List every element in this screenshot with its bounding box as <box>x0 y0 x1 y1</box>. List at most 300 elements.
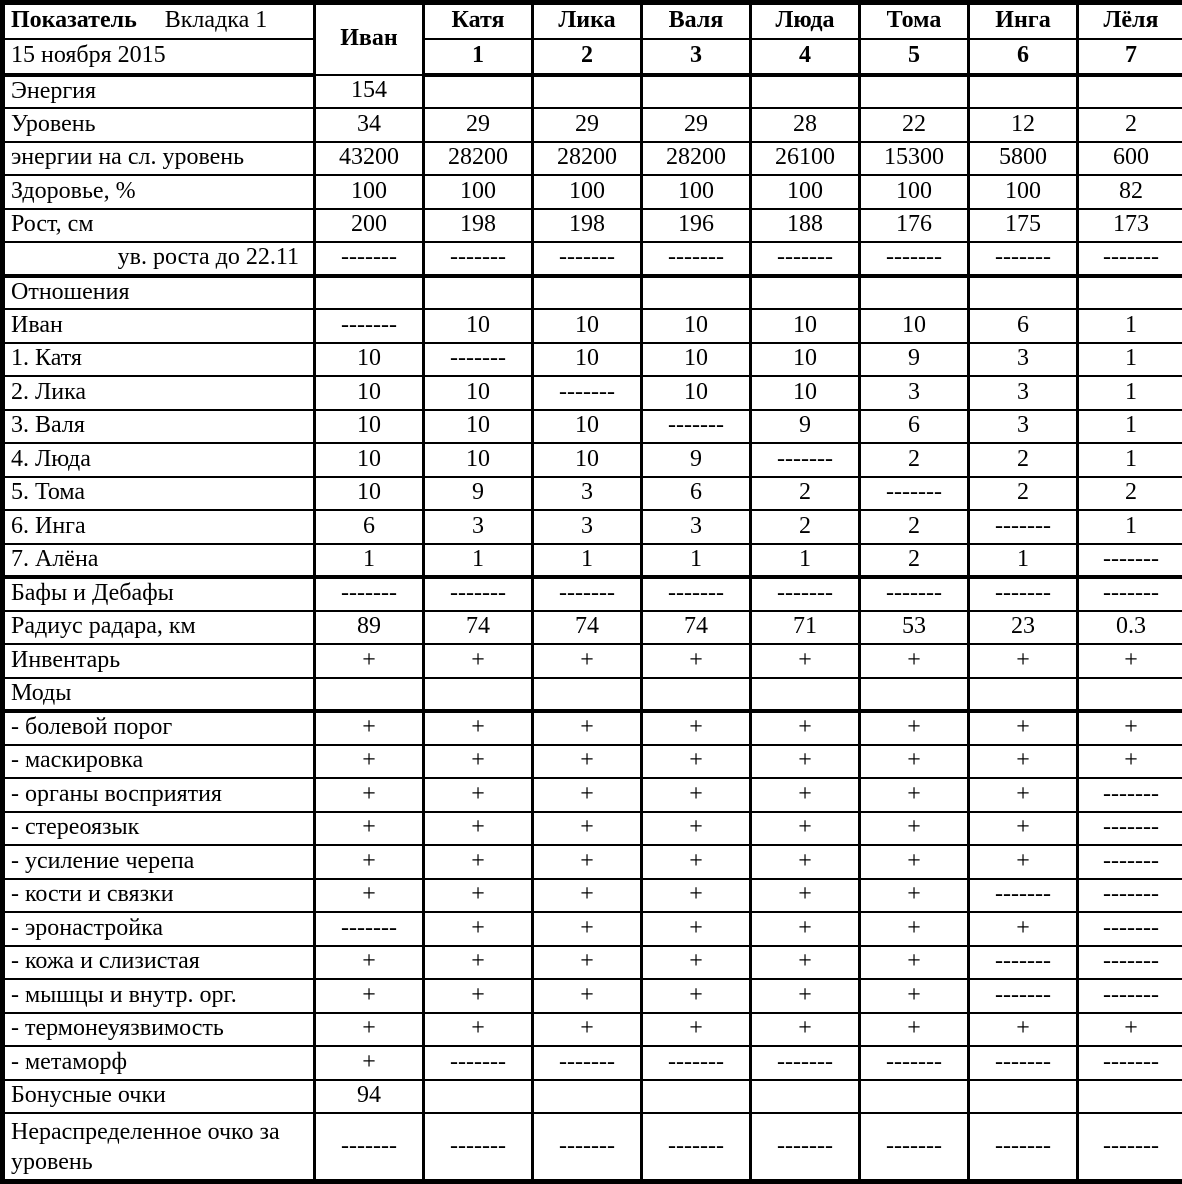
cell-value: + <box>642 745 751 779</box>
row-label: - органы восприятия <box>3 778 315 812</box>
cell-value: 6 <box>860 410 969 444</box>
cell-value: 175 <box>969 209 1078 243</box>
cell-value: 2 <box>860 544 969 578</box>
cell-value: ------- <box>1078 912 1182 946</box>
cell-value: + <box>751 946 860 980</box>
cell-value: 10 <box>424 309 533 343</box>
table-row <box>3 477 1182 511</box>
table-row <box>3 544 1182 578</box>
cell-value: 9 <box>642 443 751 477</box>
column-header-valya: Валя <box>642 3 751 39</box>
cell-value <box>533 678 642 712</box>
cell-value: + <box>315 711 424 745</box>
cell-value: + <box>315 1013 424 1047</box>
cell-value: 3 <box>642 510 751 544</box>
cell-value: + <box>969 912 1078 946</box>
cell-value: 3 <box>533 477 642 511</box>
cell-value: 10 <box>533 410 642 444</box>
cell-value: ------- <box>1078 979 1182 1013</box>
cell-value: + <box>533 912 642 946</box>
cell-value: 10 <box>424 443 533 477</box>
cell-value: 1 <box>1078 309 1182 343</box>
cell-value: 89 <box>315 611 424 645</box>
cell-value: 3 <box>969 410 1078 444</box>
cell-value: 10 <box>315 443 424 477</box>
row-label: Бонусные очки <box>3 1080 315 1114</box>
row-label: - эронастройка <box>3 912 315 946</box>
cell-value: 1 <box>1078 510 1182 544</box>
cell-value <box>315 276 424 310</box>
cell-value: + <box>751 879 860 913</box>
cell-value: ------- <box>424 1046 533 1080</box>
column-number-2: 2 <box>533 39 642 75</box>
cell-value <box>860 678 969 712</box>
cell-value <box>969 1080 1078 1114</box>
cell-value <box>751 75 860 109</box>
cell-value: 198 <box>424 209 533 243</box>
header-row-numbers <box>3 39 1182 75</box>
cell-value <box>315 678 424 712</box>
cell-value: + <box>751 912 860 946</box>
cell-value: ------- <box>969 946 1078 980</box>
row-label: - болевой порог <box>3 711 315 745</box>
row-label: - метаморф <box>3 1046 315 1080</box>
cell-value: + <box>315 778 424 812</box>
cell-value: ------- <box>1078 946 1182 980</box>
column-header-toma: Тома <box>860 3 969 39</box>
cell-value <box>424 276 533 310</box>
cell-value: 2 <box>860 443 969 477</box>
table-row <box>3 410 1182 444</box>
table-row <box>3 376 1182 410</box>
cell-value: + <box>424 912 533 946</box>
column-header-katya: Катя <box>424 3 533 39</box>
cell-value: + <box>533 745 642 779</box>
cell-value: + <box>642 644 751 678</box>
table-row <box>3 678 1182 712</box>
cell-value: + <box>751 745 860 779</box>
cell-value: 1 <box>751 544 860 578</box>
row-label: - кожа и слизистая <box>3 946 315 980</box>
cell-value: ------- <box>1078 1113 1182 1182</box>
cell-value: 100 <box>424 175 533 209</box>
row-label: - стереоязык <box>3 812 315 846</box>
cell-value: ------- <box>1078 1046 1182 1080</box>
column-header-lika: Лика <box>533 3 642 39</box>
cell-value: + <box>969 778 1078 812</box>
cell-value: 10 <box>315 376 424 410</box>
row-label: Здоровье, % <box>3 175 315 209</box>
column-header-lyolya: Лёля <box>1078 3 1182 39</box>
table-body <box>3 75 1182 1182</box>
row-label: Нераспределенное очко за уровень <box>3 1113 315 1182</box>
cell-value: 28200 <box>533 142 642 176</box>
table-header <box>3 3 1182 75</box>
cell-value: 600 <box>1078 142 1182 176</box>
cell-value: ------- <box>969 879 1078 913</box>
cell-value: 100 <box>642 175 751 209</box>
cell-value: 10 <box>315 477 424 511</box>
cell-value <box>751 678 860 712</box>
cell-value: 10 <box>642 376 751 410</box>
table-row <box>3 946 1182 980</box>
cell-value: 9 <box>424 477 533 511</box>
column-header-inga: Инга <box>969 3 1078 39</box>
cell-value: + <box>1078 711 1182 745</box>
cell-value: 1 <box>969 544 1078 578</box>
table-row <box>3 845 1182 879</box>
table-row <box>3 242 1182 276</box>
table-row <box>3 611 1182 645</box>
cell-value: 10 <box>860 309 969 343</box>
cell-value: + <box>533 778 642 812</box>
cell-value: 3 <box>969 343 1078 377</box>
cell-value: + <box>424 979 533 1013</box>
cell-value: ------- <box>533 242 642 276</box>
cell-value: + <box>1078 745 1182 779</box>
cell-value: 28200 <box>424 142 533 176</box>
cell-value: 200 <box>315 209 424 243</box>
cell-value: ------- <box>315 1113 424 1182</box>
cell-value: + <box>533 845 642 879</box>
cell-value: 28200 <box>642 142 751 176</box>
cell-value: + <box>533 812 642 846</box>
cell-value: + <box>424 1013 533 1047</box>
cell-value: + <box>642 1013 751 1047</box>
cell-value <box>860 276 969 310</box>
cell-value: + <box>751 711 860 745</box>
cell-value: + <box>860 946 969 980</box>
cell-value: ------- <box>642 242 751 276</box>
row-label: Инвентарь <box>3 644 315 678</box>
table-row <box>3 1046 1182 1080</box>
cell-value <box>969 276 1078 310</box>
cell-value: 22 <box>860 108 969 142</box>
cell-value: 12 <box>969 108 1078 142</box>
cell-value <box>1078 276 1182 310</box>
cell-value: ------- <box>751 577 860 611</box>
cell-value: + <box>860 745 969 779</box>
cell-value: + <box>860 879 969 913</box>
table-row <box>3 108 1182 142</box>
cell-value: 9 <box>751 410 860 444</box>
cell-value: 10 <box>642 309 751 343</box>
cell-value: 28 <box>751 108 860 142</box>
cell-value: + <box>642 812 751 846</box>
cell-value: + <box>642 879 751 913</box>
cell-value: 100 <box>860 175 969 209</box>
row-label: 6. Инга <box>3 510 315 544</box>
cell-value: 34 <box>315 108 424 142</box>
cell-value: ------- <box>315 242 424 276</box>
cell-value: 10 <box>751 343 860 377</box>
cell-value: 10 <box>424 376 533 410</box>
column-number-6: 6 <box>969 39 1078 75</box>
cell-value <box>424 1080 533 1114</box>
cell-value <box>642 75 751 109</box>
cell-value <box>424 75 533 109</box>
cell-value: + <box>751 644 860 678</box>
cell-value: 196 <box>642 209 751 243</box>
cell-value: 74 <box>642 611 751 645</box>
cell-value: 2 <box>1078 108 1182 142</box>
cell-value: ------- <box>642 1113 751 1182</box>
column-header-ivan: Иван <box>315 3 424 75</box>
cell-value: 3 <box>424 510 533 544</box>
row-label: 4. Люда <box>3 443 315 477</box>
cell-value: ------- <box>424 1113 533 1182</box>
column-number-1: 1 <box>424 39 533 75</box>
cell-value: + <box>1078 644 1182 678</box>
row-label: 3. Валя <box>3 410 315 444</box>
cell-value: 100 <box>751 175 860 209</box>
cell-value: + <box>424 745 533 779</box>
cell-value: + <box>424 879 533 913</box>
cell-value: ------- <box>969 1046 1078 1080</box>
cell-value <box>969 678 1078 712</box>
cell-value: + <box>424 711 533 745</box>
cell-value: ------- <box>969 510 1078 544</box>
cell-value: + <box>860 1013 969 1047</box>
cell-value: ------- <box>969 979 1078 1013</box>
cell-value: 198 <box>533 209 642 243</box>
row-label: - термонеуязвимость <box>3 1013 315 1047</box>
cell-value: ------- <box>424 343 533 377</box>
table-row <box>3 175 1182 209</box>
cell-value: + <box>315 745 424 779</box>
cell-value: 9 <box>860 343 969 377</box>
cell-value: 74 <box>424 611 533 645</box>
cell-value: ------- <box>315 912 424 946</box>
cell-value: 82 <box>1078 175 1182 209</box>
table-row <box>3 309 1182 343</box>
cell-value: + <box>315 845 424 879</box>
row-label: ув. роста до 22.11 <box>3 242 315 276</box>
cell-value: + <box>424 845 533 879</box>
cell-value: + <box>969 845 1078 879</box>
cell-value: 1 <box>1078 376 1182 410</box>
cell-value: ------- <box>751 443 860 477</box>
cell-value: + <box>424 644 533 678</box>
corner-title-cell <box>3 3 315 39</box>
row-label: - кости и связки <box>3 879 315 913</box>
cell-value: 2 <box>860 510 969 544</box>
cell-value: 6 <box>642 477 751 511</box>
row-label: Радиус радара, км <box>3 611 315 645</box>
cell-value: ------- <box>860 1046 969 1080</box>
cell-value: 1 <box>642 544 751 578</box>
cell-value: 173 <box>1078 209 1182 243</box>
cell-value: + <box>642 845 751 879</box>
row-label: Рост, см <box>3 209 315 243</box>
cell-value: ------- <box>642 410 751 444</box>
cell-value <box>751 1080 860 1114</box>
cell-value: ------- <box>751 242 860 276</box>
table-row <box>3 510 1182 544</box>
cell-value: + <box>533 711 642 745</box>
cell-value: + <box>751 979 860 1013</box>
row-label: 7. Алёна <box>3 544 315 578</box>
cell-value: + <box>315 946 424 980</box>
cell-value: 10 <box>751 376 860 410</box>
cell-value: ------- <box>315 309 424 343</box>
cell-value: ------- <box>642 577 751 611</box>
cell-value: 100 <box>315 175 424 209</box>
cell-value: + <box>533 946 642 980</box>
cell-value: ------- <box>860 477 969 511</box>
cell-value <box>533 75 642 109</box>
cell-value: 10 <box>315 410 424 444</box>
cell-value: 43200 <box>315 142 424 176</box>
cell-value: 23 <box>969 611 1078 645</box>
cell-value: + <box>315 644 424 678</box>
cell-value: + <box>315 1046 424 1080</box>
cell-value: 2 <box>1078 477 1182 511</box>
cell-value: 188 <box>751 209 860 243</box>
cell-value: + <box>969 644 1078 678</box>
cell-value: 5800 <box>969 142 1078 176</box>
table-row <box>3 75 1182 109</box>
cell-value: 2 <box>751 510 860 544</box>
cell-value: 94 <box>315 1080 424 1114</box>
cell-value: + <box>751 812 860 846</box>
cell-value: 10 <box>533 443 642 477</box>
cell-value: 26100 <box>751 142 860 176</box>
row-label: Моды <box>3 678 315 712</box>
cell-value: 1 <box>424 544 533 578</box>
table-row <box>3 778 1182 812</box>
cell-value: + <box>751 778 860 812</box>
row-label: Бафы и Дебафы <box>3 577 315 611</box>
column-number-5: 5 <box>860 39 969 75</box>
cell-value: ------- <box>860 1113 969 1182</box>
cell-value: 29 <box>533 108 642 142</box>
row-label: Энергия <box>3 75 315 109</box>
cell-value: + <box>860 644 969 678</box>
cell-value: 1 <box>315 544 424 578</box>
table-row <box>3 879 1182 913</box>
cell-value: ------- <box>969 242 1078 276</box>
cell-value: + <box>860 979 969 1013</box>
cell-value: 10 <box>424 410 533 444</box>
cell-value: 176 <box>860 209 969 243</box>
cell-value <box>860 75 969 109</box>
cell-value: + <box>642 946 751 980</box>
cell-value: 10 <box>751 309 860 343</box>
cell-value <box>860 1080 969 1114</box>
column-number-4: 4 <box>751 39 860 75</box>
cell-value: + <box>533 879 642 913</box>
cell-value: + <box>969 745 1078 779</box>
cell-value: 10 <box>315 343 424 377</box>
cell-value: 1 <box>1078 443 1182 477</box>
cell-value: + <box>315 812 424 846</box>
column-header-lyuda: Люда <box>751 3 860 39</box>
cell-value: 3 <box>969 376 1078 410</box>
cell-value: ------- <box>751 1113 860 1182</box>
cell-value: + <box>424 946 533 980</box>
cell-value: + <box>424 812 533 846</box>
cell-value: 100 <box>533 175 642 209</box>
cell-value: ------- <box>1078 812 1182 846</box>
table-row <box>3 644 1182 678</box>
cell-value: + <box>642 912 751 946</box>
indicator-label: Показатель <box>11 7 137 34</box>
cell-value: ------- <box>533 577 642 611</box>
cell-value: + <box>969 711 1078 745</box>
table-row <box>3 209 1182 243</box>
cell-value: + <box>860 912 969 946</box>
cell-value <box>642 678 751 712</box>
column-number-3: 3 <box>642 39 751 75</box>
cell-value: 29 <box>424 108 533 142</box>
cell-value: ------- <box>860 577 969 611</box>
cell-value: ------- <box>533 1113 642 1182</box>
table-row <box>3 745 1182 779</box>
table-row <box>3 142 1182 176</box>
cell-value: + <box>860 778 969 812</box>
table-row <box>3 1113 1182 1182</box>
cell-value: 29 <box>642 108 751 142</box>
table-row <box>3 812 1182 846</box>
cell-value: ------- <box>1078 242 1182 276</box>
cell-value: ------- <box>860 242 969 276</box>
cell-value: + <box>642 979 751 1013</box>
cell-value: 1 <box>1078 343 1182 377</box>
row-label: Иван <box>3 309 315 343</box>
row-label: - усиление черепа <box>3 845 315 879</box>
cell-value: + <box>860 711 969 745</box>
cell-value: 2 <box>969 443 1078 477</box>
cell-value: ------- <box>1078 879 1182 913</box>
cell-value: + <box>533 979 642 1013</box>
cell-value: 2 <box>751 477 860 511</box>
row-label: Уровень <box>3 108 315 142</box>
table-row <box>3 1080 1182 1114</box>
cell-value <box>533 1080 642 1114</box>
cell-value: 1 <box>533 544 642 578</box>
cell-value: ------- <box>315 577 424 611</box>
cell-value: ------- <box>642 1046 751 1080</box>
cell-value: + <box>315 879 424 913</box>
cell-value <box>642 276 751 310</box>
row-label: Отношения <box>3 276 315 310</box>
cell-value: + <box>533 1013 642 1047</box>
row-label: 2. Лика <box>3 376 315 410</box>
cell-value: 71 <box>751 611 860 645</box>
row-label: 5. Тома <box>3 477 315 511</box>
cell-value: + <box>860 812 969 846</box>
cell-value: ------- <box>533 1046 642 1080</box>
table-row <box>3 912 1182 946</box>
cell-value: ------- <box>1078 778 1182 812</box>
cell-value: 1 <box>1078 410 1182 444</box>
cell-value: 2 <box>969 477 1078 511</box>
cell-value: ------- <box>1078 577 1182 611</box>
cell-value: + <box>969 1013 1078 1047</box>
cell-value: ------- <box>969 1113 1078 1182</box>
cell-value: ------- <box>969 577 1078 611</box>
cell-value: 10 <box>533 309 642 343</box>
table-row <box>3 1013 1182 1047</box>
table-row <box>3 276 1182 310</box>
cell-value: 6 <box>969 309 1078 343</box>
cell-value: ------- <box>424 242 533 276</box>
table-row <box>3 711 1182 745</box>
table-row <box>3 343 1182 377</box>
cell-value <box>1078 678 1182 712</box>
cell-value: + <box>860 845 969 879</box>
